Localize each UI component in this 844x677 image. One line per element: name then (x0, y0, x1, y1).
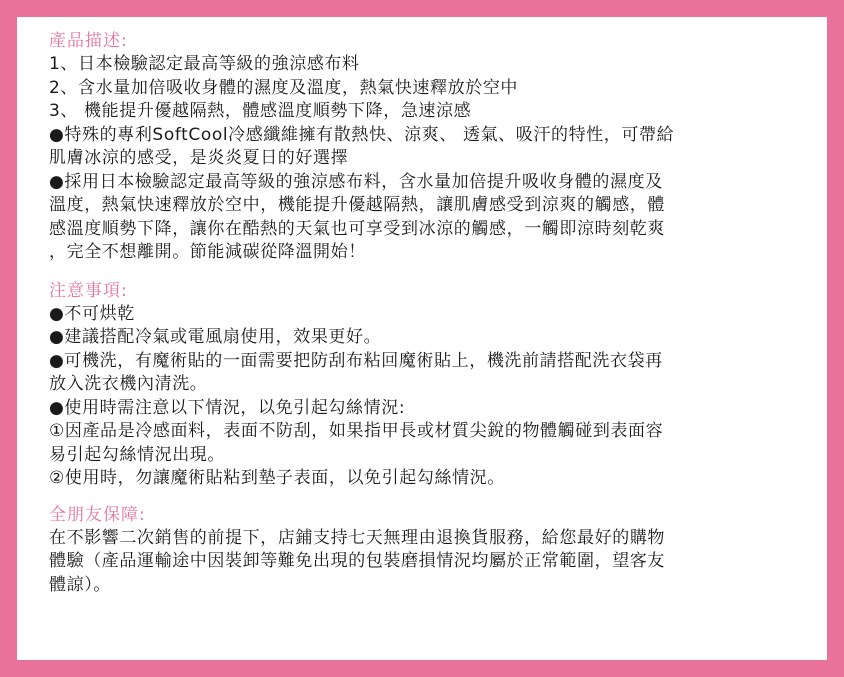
product-line: ●採用日本檢驗認定最高等級的強涼感布料，含水量加倍提升吸收身體的濕度及 (49, 171, 663, 192)
notes-line: ①因產品是冷感面料，表面不防刮，如果指甲長或材質尖銳的物體觸碰到表面容 (49, 421, 664, 441)
guarantee-line: 體諒）。 (49, 574, 111, 595)
notes-line: 放入洗衣機內清洗。 (49, 374, 208, 394)
product-description-title: 產品描述: (49, 31, 128, 51)
product-line: 感溫度順勢下降，讓你在酷熱的天氣也可享受到冰涼的觸感，一觸即涼時刻乾爽 (49, 218, 665, 239)
product-line: ，完全不想離開。節能減碳從降溫開始！ (49, 242, 366, 262)
notes-line: ②使用時，勿讓魔術貼粘到墊子表面，以免引起勾絲情況。 (49, 468, 505, 488)
notes-line: ●使用時需注意以下情況，以免引起勾絲情況: (49, 397, 406, 418)
notes-line: ●可機洗，有魔術貼的一面需要把防刮布粘回魔術貼上，機洗前請搭配洗衣袋再 (49, 350, 663, 371)
product-line: ●特殊的專利SoftCool冷感纖維擁有散熱快、涼爽、 透氣、吸汗的特性，可帶給 (49, 124, 675, 145)
guarantee-title: 全朋友保障: (49, 504, 146, 525)
product-line: 1、日本檢驗認定最高等級的強涼感布料 (49, 54, 360, 74)
product-line: 3、 機能提升優越隔熱，體感溫度順勢下降，急速涼感 (49, 101, 472, 121)
section-spacer (49, 265, 797, 279)
product-line: 溫度，熱氣快速釋放於空中，機能提升優越隔熱，讓肌膚感受到涼爽的觸感，體 (49, 195, 665, 215)
notes-line: 易引起勾絲情況出現。 (49, 444, 225, 465)
description-card (17, 17, 827, 660)
guarantee-line: 在不影響二次銷售的前提下，店鋪支持七天無理由退換貨服務，給您最好的購物 (49, 527, 665, 548)
product-line: 2、含水量加倍吸收身體的濕度及溫度，熱氣快速釋放於空中 (49, 77, 519, 98)
notes-line: ●建議搭配冷氣或電風扇使用，效果更好。 (49, 327, 382, 347)
guarantee-line: 體驗（產品運輸途中因裝卸等難免出現的包裝磨損情況均屬於正常範圍，望客友 (49, 551, 665, 571)
notes-line: ●不可烘乾 (49, 303, 135, 324)
section-spacer (49, 491, 797, 503)
notes-title: 注意事項: (49, 280, 128, 301)
product-line: 肌膚冰涼的感受，是炎炎夏日的好選擇 (49, 148, 349, 168)
